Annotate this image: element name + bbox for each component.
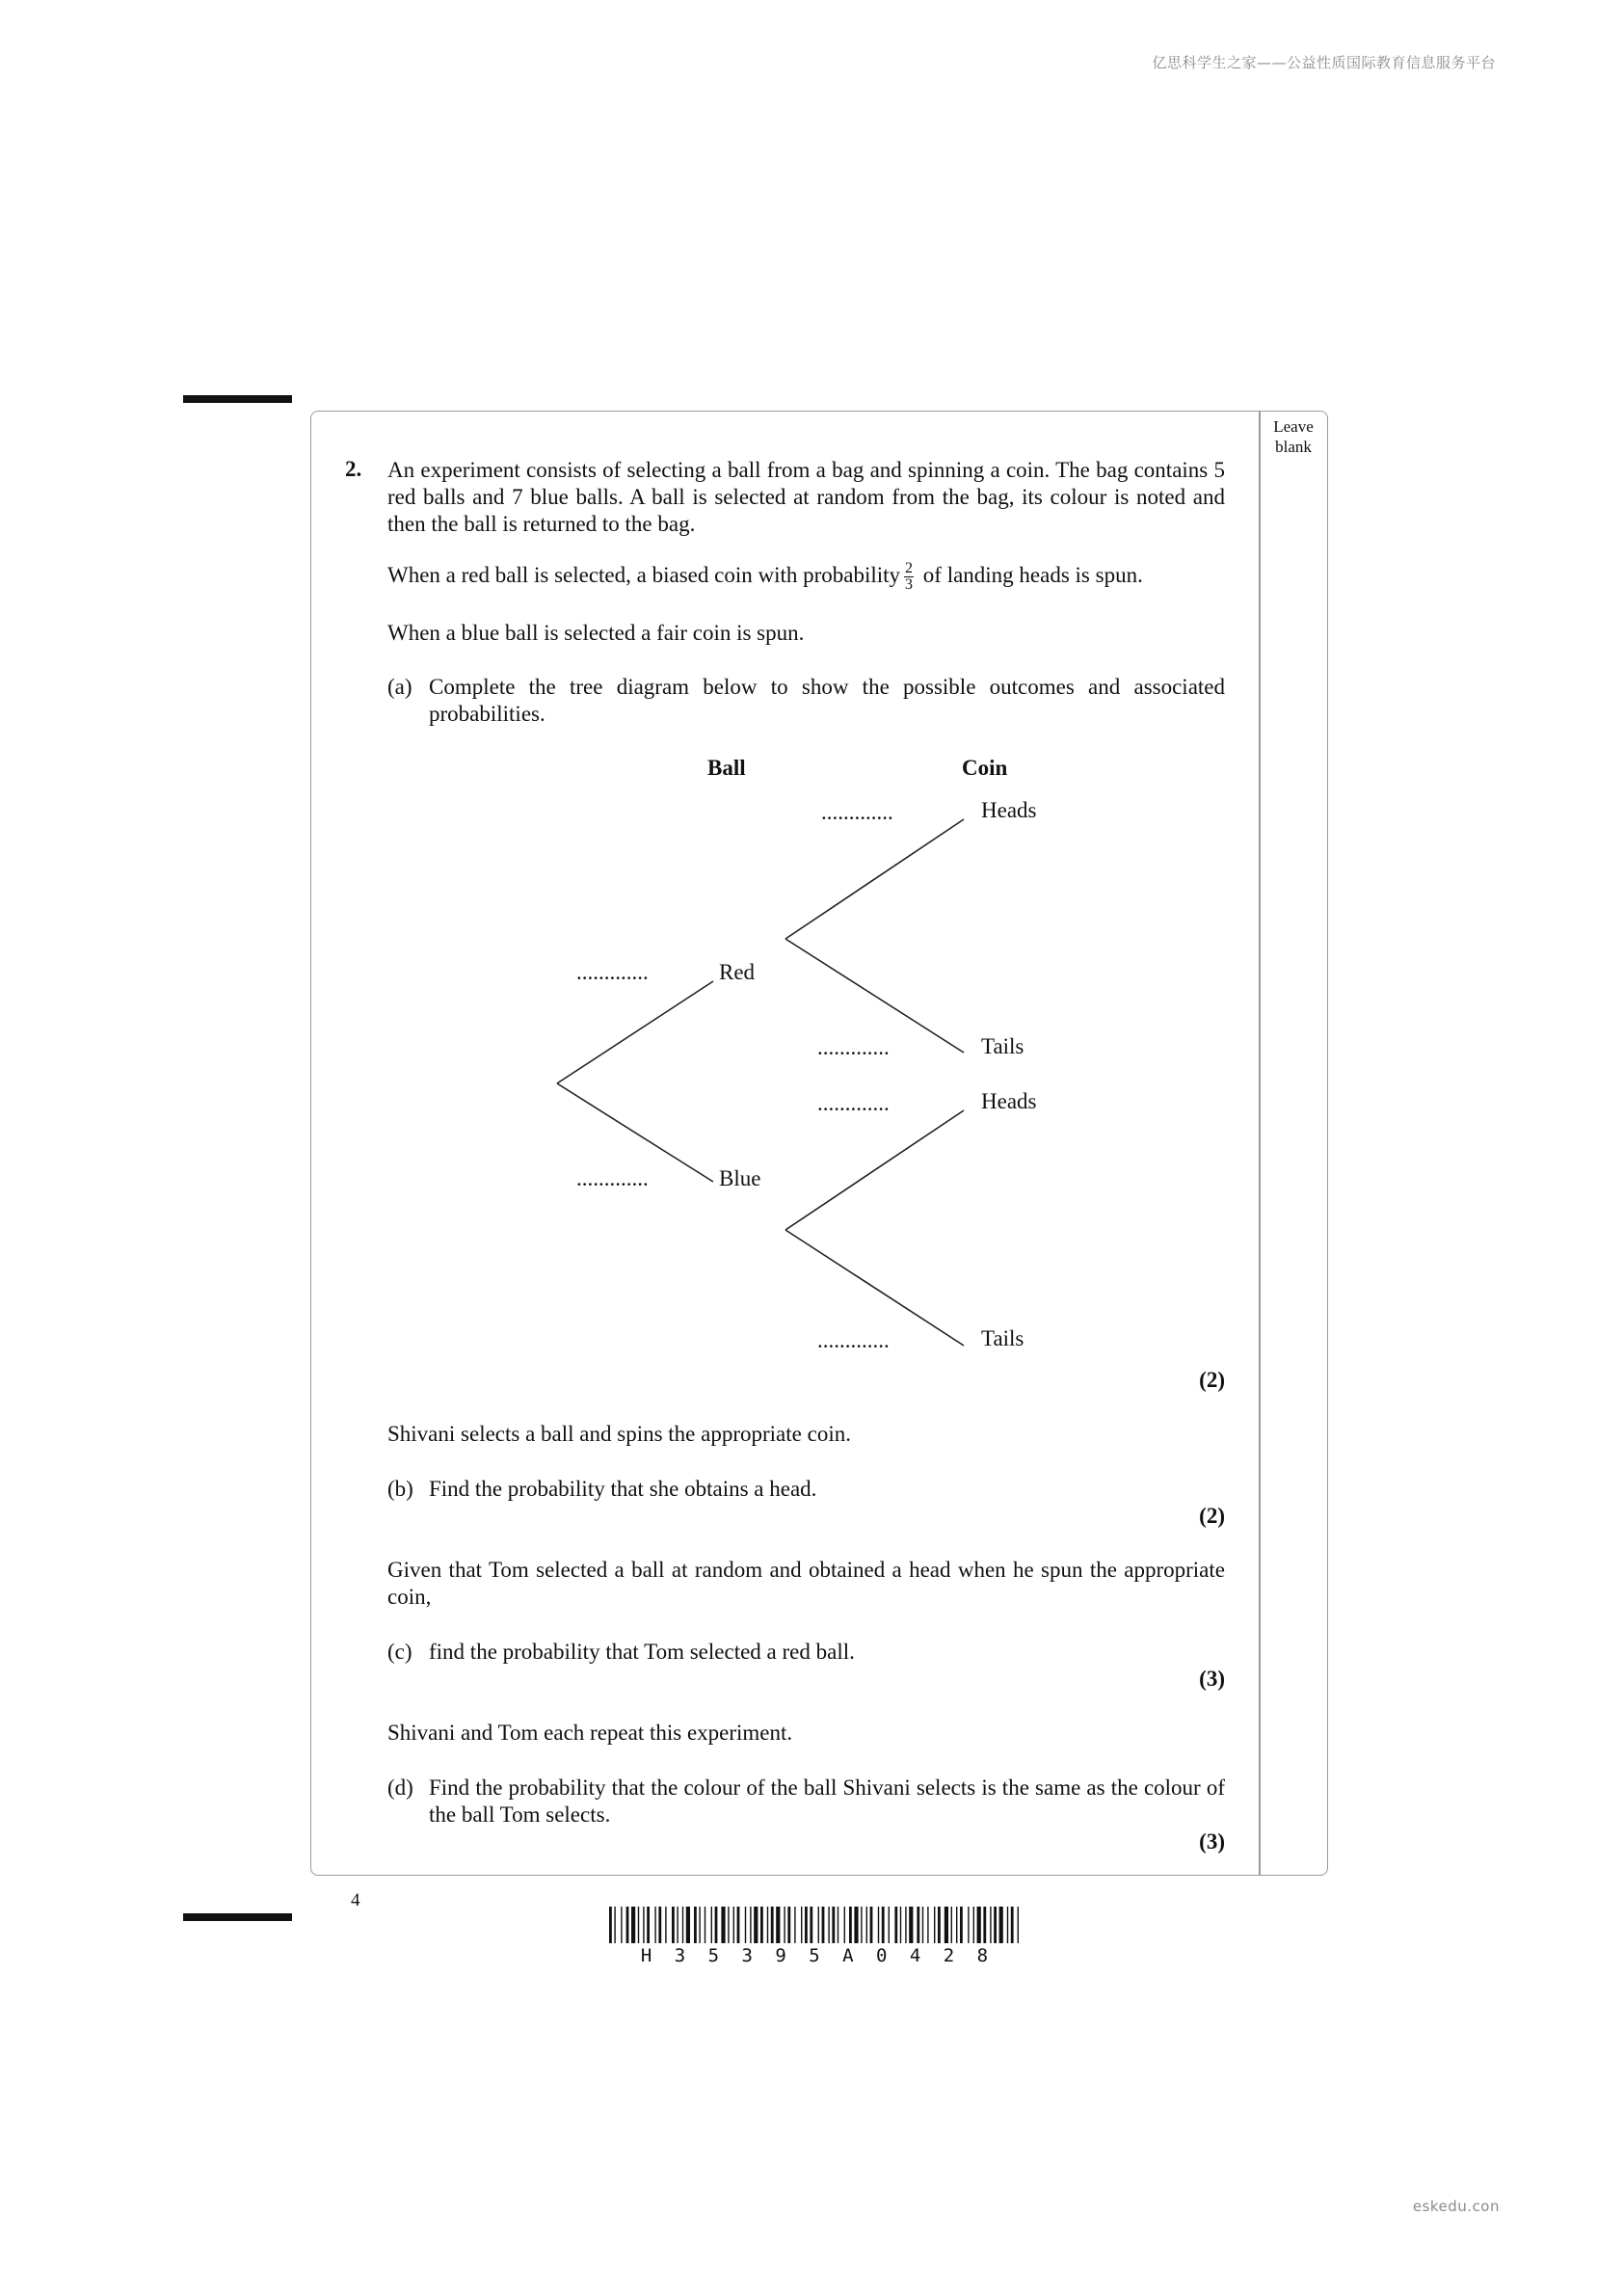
barcode-bar	[900, 1907, 901, 1943]
barcode-bar	[686, 1907, 690, 1943]
part-d	[387, 1775, 1225, 1829]
barcode-bar	[977, 1907, 981, 1943]
barcode-bar	[654, 1907, 655, 1943]
barcode-bar	[677, 1907, 678, 1943]
part-b-label: (b)	[387, 1477, 413, 1501]
branch-blue-heads	[785, 1110, 964, 1230]
barcode-bar	[945, 1907, 948, 1943]
part-d-text: Find the probability that the colour of the ball Shivani selects is the same as the colour of the ball Tom selects.	[429, 1775, 1225, 1827]
barcode-bar	[694, 1907, 697, 1943]
barcode-bar	[956, 1907, 957, 1943]
barcode-bar	[721, 1907, 725, 1943]
repeat-text: Shivani and Tom each repeat this experiment.	[387, 1721, 793, 1745]
barcode-bar	[938, 1907, 941, 1943]
margin-bar-bottom	[183, 1913, 292, 1921]
barcode-bar	[787, 1907, 790, 1943]
barcode-bar	[861, 1907, 862, 1943]
barcode-bar	[909, 1907, 913, 1943]
barcode-bar	[822, 1907, 825, 1943]
blank-blue: .............	[576, 1166, 649, 1190]
barcode-bar	[994, 1907, 997, 1943]
marks-part-a: (2)	[1199, 1368, 1225, 1392]
intro-p2-before: When a red ball is selected, a biased coin with probability	[387, 562, 901, 587]
barcode-bar	[922, 1907, 923, 1943]
barcode-bar	[1007, 1907, 1008, 1943]
barcode-bar	[1011, 1907, 1014, 1943]
leave-label-line2: blank	[1275, 438, 1312, 456]
blank-blue-heads: .............	[817, 1091, 890, 1115]
barcode-bar	[854, 1907, 858, 1943]
branch-red	[557, 981, 713, 1083]
barcode-bar	[917, 1907, 919, 1943]
fraction-numerator: 2	[905, 560, 914, 576]
barcode-bar	[810, 1907, 812, 1943]
barcode-bar	[844, 1907, 845, 1943]
label-red: Red	[719, 960, 756, 984]
barcode-bar	[818, 1907, 819, 1943]
part-b-text: Find the probability that she obtains a head.	[429, 1477, 817, 1501]
barcode-bar	[776, 1907, 780, 1943]
marks-part-b: (2)	[1199, 1504, 1225, 1528]
barcode-bar	[968, 1907, 969, 1943]
part-a-label: (a)	[387, 675, 412, 699]
barcode-bar	[983, 1907, 986, 1943]
barcode-bar	[665, 1907, 666, 1943]
branch-red-heads	[785, 819, 964, 939]
barcode-bar	[934, 1907, 935, 1943]
barcode-bar	[999, 1907, 1003, 1943]
label-blue: Blue	[719, 1166, 761, 1190]
part-b	[387, 1476, 1225, 1503]
fraction-denominator: 3	[905, 576, 914, 593]
intro-p2-after: of landing heads is spun.	[922, 562, 1143, 587]
barcode-bar	[973, 1907, 974, 1943]
barcode-bar	[767, 1907, 768, 1943]
barcode-bar	[951, 1907, 952, 1943]
barcode-bar	[754, 1907, 758, 1943]
marks-part-c: (3)	[1199, 1667, 1225, 1691]
part-c-label: (c)	[387, 1640, 412, 1664]
barcode-bar	[750, 1907, 751, 1943]
barcode-bar	[733, 1907, 734, 1943]
barcode-bar	[658, 1907, 661, 1943]
blank-red: .............	[576, 960, 649, 984]
tree-header-coin: Coin	[962, 756, 1008, 780]
barcode-bar	[621, 1907, 622, 1943]
barcode-bar	[699, 1907, 700, 1943]
barcode-bar	[682, 1907, 683, 1943]
barcode-bar	[894, 1907, 897, 1943]
tree-header-ball: Ball	[707, 756, 746, 780]
marks-part-d: (3)	[1199, 1829, 1225, 1854]
barcode-bar	[828, 1907, 829, 1943]
barcode-bar	[960, 1907, 963, 1943]
barcode	[607, 1905, 1031, 1966]
barcode-bar	[832, 1907, 835, 1943]
barcode-bar	[728, 1907, 729, 1943]
barcode-bar	[990, 1907, 991, 1943]
barcode-bar	[647, 1907, 650, 1943]
intro-paragraph-3: When a blue ball is selected a fair coin is spun.	[387, 621, 805, 645]
blank-red-heads: .............	[821, 800, 893, 824]
barcode-bar	[784, 1907, 785, 1943]
barcode-bar	[626, 1907, 629, 1943]
footer-watermark: eskedu.con	[1412, 2198, 1500, 2215]
barcode-bar	[631, 1907, 635, 1943]
barcode-bar	[882, 1907, 885, 1943]
barcode-bar	[801, 1907, 802, 1943]
blank-blue-tails: .............	[817, 1328, 890, 1352]
barcode-bar	[715, 1907, 718, 1943]
barcode-bar	[760, 1907, 763, 1943]
part-c-text: find the probability that Tom selected a red ball.	[429, 1640, 855, 1664]
blank-red-tails: .............	[817, 1035, 890, 1059]
barcode-bar	[643, 1907, 644, 1943]
barcode-bar	[1018, 1907, 1019, 1943]
intro-paragraph-1: An experiment consists of selecting a ball from a bag and spinning a coin. The bag contains 5 red balls and 7 blue balls. A ball is selected at random from the bag, its colour is noted and then the ball is returned to the bag.	[387, 458, 1225, 536]
label-tails-1: Tails	[981, 1034, 1024, 1058]
barcode-bar	[745, 1907, 746, 1943]
barcode-bar	[905, 1907, 906, 1943]
tom-text: Given that Tom selected a ball at random and obtained a head when he spun the appropriate coin,	[387, 1558, 1225, 1609]
barcode-bar	[889, 1907, 890, 1943]
barcode-bar	[866, 1907, 867, 1943]
barcode-bar	[614, 1907, 615, 1943]
barcode-bar	[711, 1907, 712, 1943]
shivani-text: Shivani selects a ball and spins the appropriate coin.	[387, 1422, 851, 1446]
barcode-bar	[849, 1907, 852, 1943]
label-heads-2: Heads	[981, 1089, 1037, 1113]
part-d-label: (d)	[387, 1775, 413, 1800]
page-number: 4	[351, 1890, 360, 1910]
barcode-bar	[878, 1907, 879, 1943]
barcode-bar	[794, 1907, 795, 1943]
barcode-bar	[672, 1907, 675, 1943]
header-watermark: 亿思科学生之家——公益性质国际教育信息服务平台	[1152, 54, 1496, 71]
barcode-bar	[927, 1907, 928, 1943]
barcode-bar	[737, 1907, 740, 1943]
barcode-bar	[870, 1907, 873, 1943]
question-number: 2.	[345, 457, 362, 481]
part-a-text: Complete the tree diagram below to show the possible outcomes and associated probabilities.	[429, 675, 1225, 726]
barcode-bar	[805, 1907, 808, 1943]
leave-label-line1: Leave	[1273, 417, 1314, 436]
barcode-bar	[609, 1907, 612, 1943]
barcode-bar	[771, 1907, 774, 1943]
barcode-bar	[638, 1907, 639, 1943]
barcode-text: H 3 5 3 9 5 A 0 4 2 8	[640, 1945, 995, 1966]
label-tails-2: Tails	[981, 1326, 1024, 1350]
label-heads-1: Heads	[981, 798, 1037, 822]
part-c	[387, 1639, 1225, 1666]
